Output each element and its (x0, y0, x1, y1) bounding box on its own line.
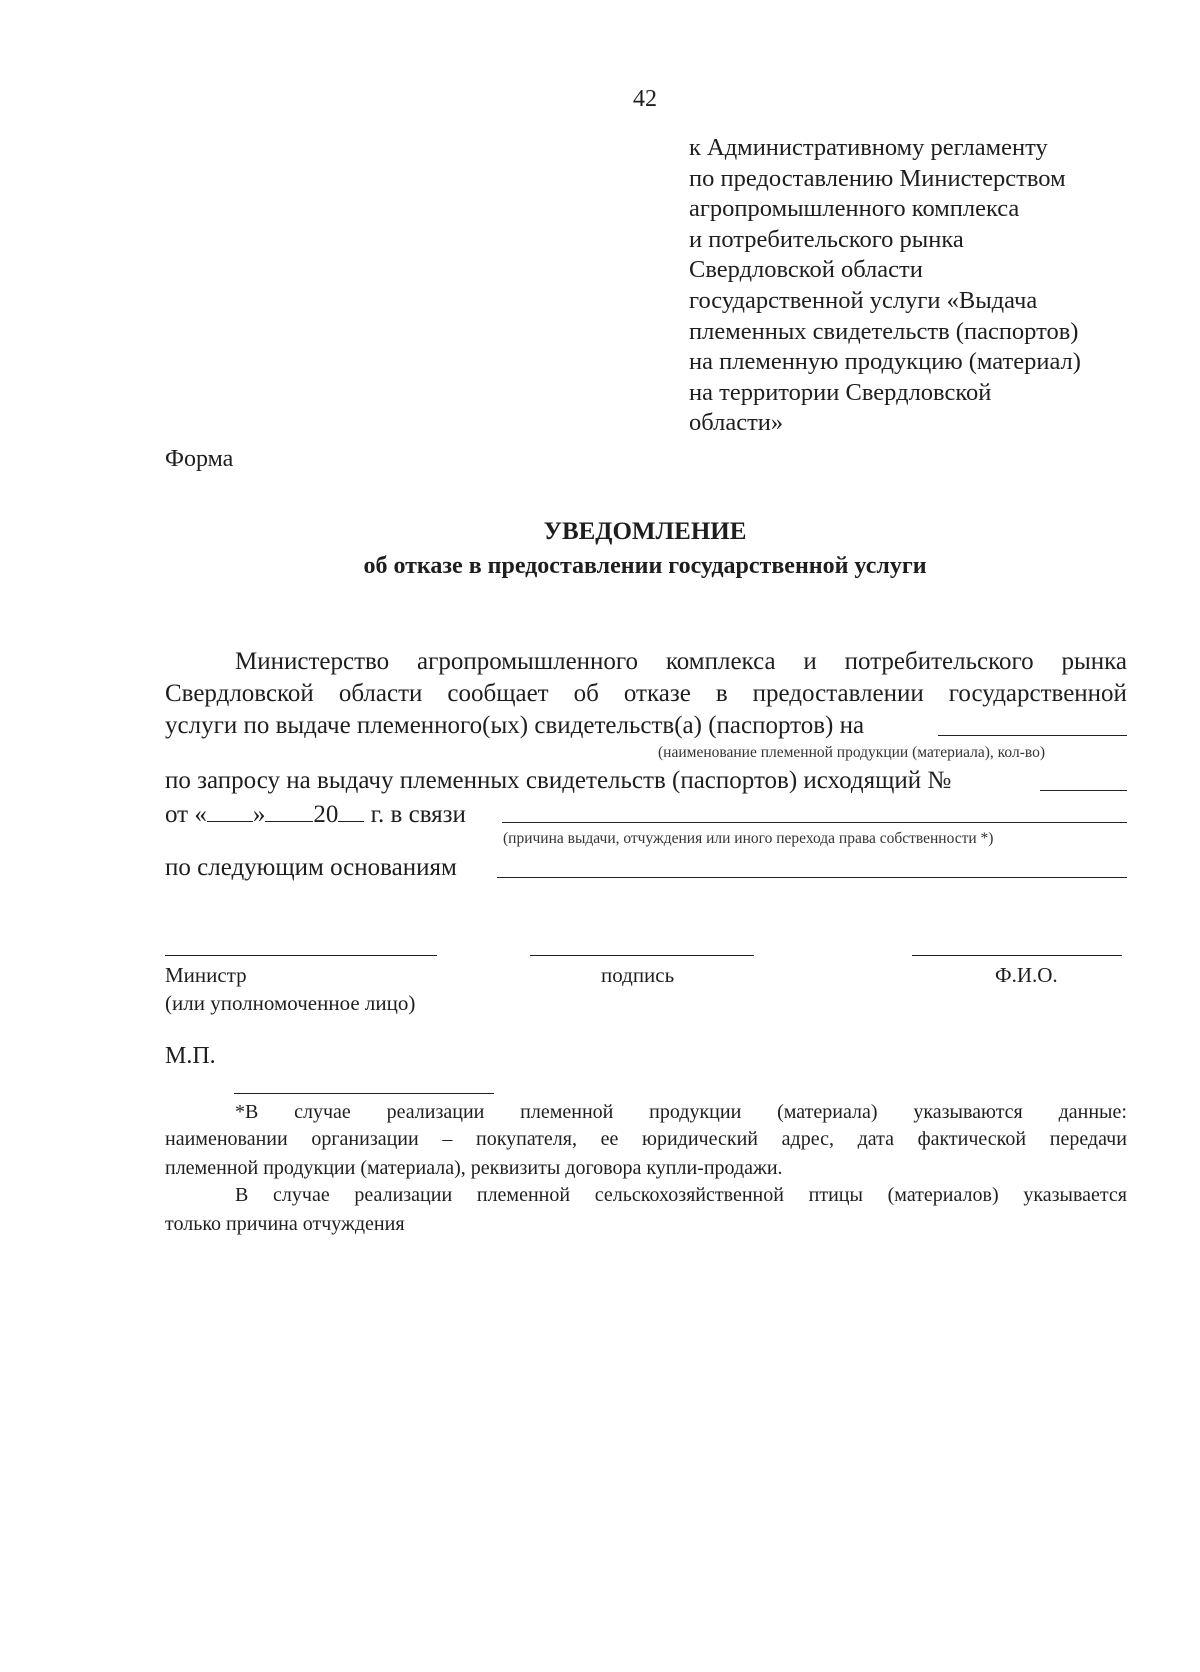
appendix-line: по предоставлению Министерством (689, 164, 1066, 192)
word: юридический (642, 1128, 758, 1150)
body-line-3 (165, 712, 864, 740)
appendix-line: агропромышленного комплекса (689, 195, 1020, 223)
word: предоставлении (752, 680, 924, 707)
appendix-line: на территории Свердловской (689, 378, 992, 406)
word: сельскохозяйственной (594, 1184, 784, 1206)
word: фактической (917, 1128, 1027, 1150)
word: реализации (354, 1184, 453, 1206)
grounds-blank (497, 855, 1127, 878)
minister-signature-line (165, 955, 437, 956)
minister-label: Министр (165, 963, 247, 987)
appendix-line: Свердловской области (689, 256, 923, 284)
word: случае (294, 1101, 351, 1123)
month-blank (265, 799, 313, 822)
document-title: УВЕДОМЛЕНИЕ (543, 518, 747, 545)
word: указывается (1023, 1184, 1127, 1206)
word: об (573, 680, 599, 707)
word: птицы (808, 1184, 863, 1206)
word: реализации (386, 1101, 485, 1123)
minister-note: (или уполномоченное лицо) (165, 991, 416, 1015)
word: случае (273, 1184, 330, 1206)
word: и (803, 648, 817, 675)
date-close-quote: » (252, 801, 266, 828)
body-text: услуги по выдаче племенного(ых) свидетельств(а) (паспортов) на (165, 712, 865, 739)
appendix-line: и потребительского рынка (689, 225, 964, 253)
fio-signature-line (912, 955, 1122, 956)
body-text: по следующим основаниям (165, 854, 457, 881)
document-subtitle: об отказе в предоставлении государственной услуги (363, 553, 927, 579)
appendix-line: области» (689, 409, 784, 437)
word: потребительского (844, 648, 1034, 675)
body-text: по запросу на выдачу племенных свидетельств (паспортов) исходящий № (165, 767, 952, 794)
word: рынка (1061, 648, 1127, 675)
body-line-1 (235, 648, 1127, 676)
word: комплекса (665, 648, 776, 675)
day-blank (207, 799, 253, 822)
word: наименовании (165, 1128, 288, 1150)
footnote-separator (234, 1093, 494, 1094)
footnote-line-4 (235, 1184, 1127, 1207)
reason-note: (причина выдачи, отчуждения или иного перехода права собственности *) (503, 830, 994, 847)
appendix-line: на племенную продукцию (материал) (689, 348, 1081, 376)
footnote-line-3: племенной продукции (материала), реквизиты договора купли-продажи. (165, 1157, 783, 1179)
word: (материала) (777, 1101, 878, 1123)
reason-prefix: г. в связи (370, 801, 466, 828)
date-prefix: от « (165, 801, 207, 828)
word: *В (235, 1101, 259, 1123)
appendix-reference (689, 133, 1081, 439)
word: указываются (913, 1101, 1023, 1123)
body-line-5 (165, 799, 466, 829)
product-name-note: (наименование племенной продукции (материала), кол-во) (658, 744, 1045, 761)
year-blank (338, 799, 364, 822)
form-label: Форма (165, 446, 234, 472)
product-name-blank (938, 713, 1127, 736)
word: передачи (1049, 1128, 1127, 1150)
stamp-label: М.П. (165, 1043, 216, 1069)
body-line-4 (165, 767, 951, 795)
word: области (338, 680, 423, 707)
word: Свердловской (165, 680, 314, 707)
word: племенной (520, 1101, 614, 1123)
word: В (235, 1184, 249, 1206)
appendix-line: к Административному регламенту (689, 134, 1048, 161)
signature-label: подпись (601, 963, 675, 987)
word: покупателя, (475, 1128, 577, 1150)
word: адрес, (781, 1128, 834, 1150)
signature-line (530, 955, 754, 956)
word: отказе (623, 680, 691, 707)
page-number: 42 (633, 86, 657, 112)
word: данные: (1058, 1101, 1127, 1123)
word: агропромышленного (416, 648, 639, 675)
word: дата (857, 1128, 894, 1150)
appendix-line: государственной услуги «Выдача (689, 286, 1038, 314)
word: в (715, 680, 728, 707)
request-number-blank (1040, 768, 1127, 791)
word: государственной (948, 680, 1127, 707)
word: ее (600, 1128, 619, 1150)
appendix-line: племенных свидетельств (паспортов) (689, 317, 1079, 345)
body-line-2 (165, 680, 1127, 708)
word: – (442, 1128, 453, 1150)
reason-blank (502, 800, 1127, 823)
word: Министерство (235, 648, 390, 675)
word: организации (311, 1128, 419, 1150)
footnote-line-5: только причина отчуждения (165, 1213, 405, 1235)
year-prefix: 20 (313, 801, 339, 828)
word: сообщает (447, 680, 549, 707)
word: племенной (476, 1184, 571, 1206)
word: (материалов) (887, 1184, 999, 1206)
fio-label: Ф.И.О. (995, 963, 1058, 987)
footnote-line-1 (235, 1101, 1127, 1124)
word: продукции (649, 1101, 742, 1123)
footnote-line-2 (165, 1128, 1127, 1151)
body-line-6 (165, 854, 457, 882)
